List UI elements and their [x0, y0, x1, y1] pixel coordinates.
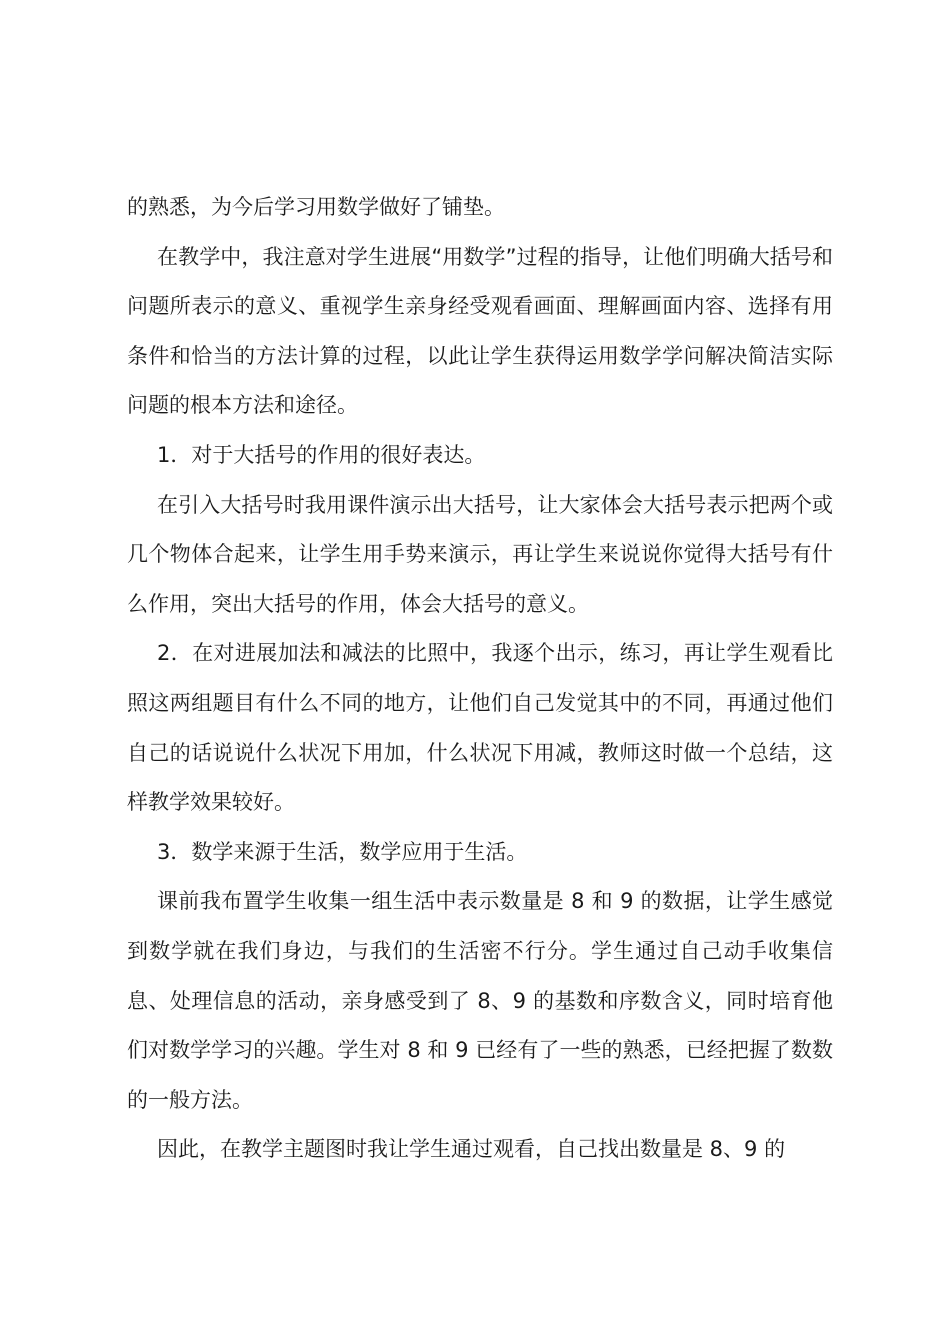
- paragraph-6: 3．数学来源于生活，数学应用于生活。: [157, 839, 528, 864]
- paragraph-3: 1．对于大括号的作用的很好表达。: [157, 442, 486, 467]
- paragraph-5: 2．在对进展加法和减法的比照中，我逐个出示，练习，再让学生观看比照这两组题目有什么不同的地方，让他们自己发觉其中的不同，再通过他们自己的话说说什么状况下用加，什么状况下用减，教师这时做一个总结，这样教学效果较好。: [127, 641, 833, 815]
- paragraph-2: 在教学中，我注意对学生进展“用数学”过程的指导，让他们明确大括号和问题所表示的意义、重视学生亲身经受观看画面、理解画面内容、选择有用条件和恰当的方法计算的过程，以此让学生获得运用数学学问解决简洁实际问题的根本方法和途径。: [127, 244, 833, 418]
- paragraph-4: 在引入大括号时我用课件演示出大括号，让大家体会大括号表示把两个或几个物体合起来，让学生用手势来演示，再让学生来说说你觉得大括号有什么作用，突出大括号的作用，体会大括号的意义。: [127, 492, 833, 616]
- document-page: [127, 183, 833, 1175]
- paragraph-8: 因此，在教学主题图时我让学生通过观看，自己找出数量是 8、9 的: [157, 1137, 786, 1162]
- paragraph-1: 的熟悉，为今后学习用数学做好了铺垫。: [127, 195, 505, 219]
- paragraph-7: 课前我布置学生收集一组生活中表示数量是 8 和 9 的数据，让学生感觉到数学就在我们身边，与我们的生活密不行分。学生通过自己动手收集信息、处理信息的活动，亲身感受到了 8、9 的基数和序数含义，同时培育他们对数学学习的兴趣。学生对 8 和 9 已经有了一些的熟悉，已经把握了数数的一般方法。: [127, 889, 833, 1112]
